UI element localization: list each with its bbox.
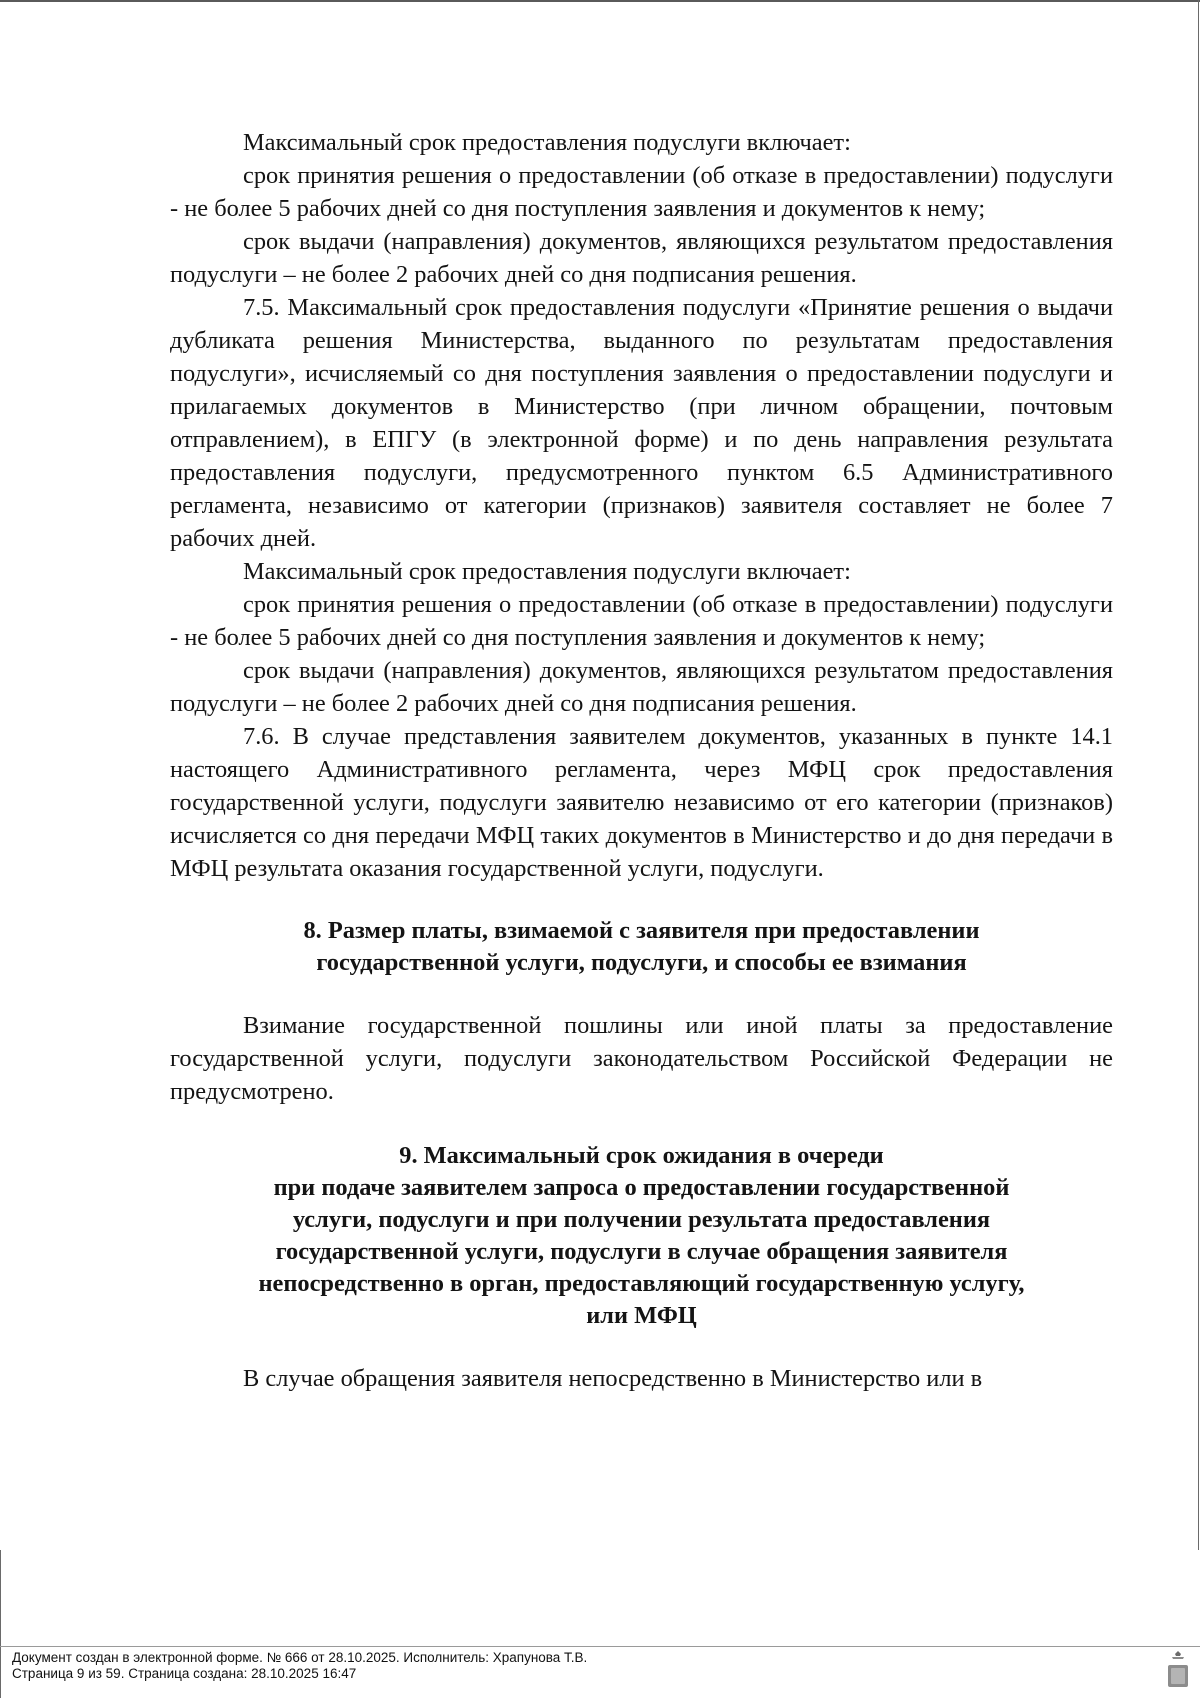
page-right-border (1198, 0, 1199, 1550)
paragraph: срок выдачи (направления) документов, являющихся результатом предоставления подуслуги – не более 2 рабочих дней со дня подписания решения. (170, 228, 1113, 288)
heading-line: или МФЦ (586, 1302, 697, 1329)
coat-of-arms-icon (1166, 1651, 1190, 1689)
footer-line-document: Документ создан в электронной форме. № 666 от 28.10.2025. Исполнитель: Храпунова Т.В. (12, 1650, 588, 1665)
paragraph: срок принятия решения о предоставлении (об отказе в предоставлении) подуслуги - не более 5 рабочих дней со дня поступления заявления и документов к нему; (170, 591, 1113, 651)
paragraph-7-5: 7.5. Максимальный срок предоставления подуслуги «Принятие решения о выдачи дубликата решения Министерства, выданного по результатам предоставления подуслуги», исчисляемый со дня поступления заявления о предоставлении подуслуги и прилагаемых документов в Министерство (при личном обращении, почтовым отправлением), в ЕПГУ (в электронной форме) и по день направления результата предоставления подуслуги, предусмотренного пунктом 6.5 Административного регламента, независимо от категории (признаков) заявителя составляет не более 7 рабочих дней. (170, 294, 1113, 552)
document-body (170, 126, 1113, 1395)
heading-line: непосредственно в орган, предоставляющий государственную услугу, (258, 1270, 1025, 1297)
heading-line: услуги, подуслуги и при получении результата предоставления (292, 1206, 991, 1233)
footer-text (12, 1650, 587, 1682)
heading-line: при подаче заявителем запроса о предоставлении государственной (273, 1174, 1010, 1201)
footer-line-page: Страница 9 из 59. Страница создана: 28.10.2025 16:47 (12, 1666, 357, 1681)
section-heading-8 (170, 915, 1113, 979)
paragraph-queue: В случае обращения заявителя непосредственно в Министерство или в (243, 1365, 983, 1392)
paragraph-7-6: 7.6. В случае представления заявителем документов, указанных в пункте 14.1 настоящего Административного регламента, через МФЦ срок предоставления государственной услуги, подуслуги заявителю независимо от его категории (признаков) исчисляется со дня передачи МФЦ таких документов в Министерство и до дня передачи в МФЦ результата оказания государственной услуги, подуслуги. (170, 723, 1113, 882)
paragraph: срок принятия решения о предоставлении (об отказе в предоставлении) подуслуги - не более 5 рабочих дней со дня поступления заявления и документов к нему; (170, 162, 1113, 222)
paragraph: Максимальный срок предоставления подуслуги включает: (243, 558, 851, 585)
paragraph: срок выдачи (направления) документов, являющихся результатом предоставления подуслуги – не более 2 рабочих дней со дня подписания решения. (170, 657, 1113, 717)
paragraph: Максимальный срок предоставления подуслуги включает: (243, 129, 851, 156)
section-heading-9 (170, 1140, 1113, 1332)
heading-line: государственной услуги, подуслуги в случае обращения заявителя (275, 1238, 1008, 1265)
heading-line: 9. Максимальный срок ожидания в очереди (399, 1142, 884, 1169)
heading-line: государственной услуги, подуслуги, и способы ее взимания (316, 949, 967, 976)
heading-line: 8. Размер платы, взимаемой с заявителя при предоставлении (303, 917, 980, 944)
page-top-border (0, 0, 1200, 2)
paragraph-fee: Взимание государственной пошлины или иной платы за предоставление государственной услуги, подуслуги законодательством Российской Федерации не предусмотрено. (170, 1012, 1113, 1105)
document-footer (0, 1646, 1200, 1699)
